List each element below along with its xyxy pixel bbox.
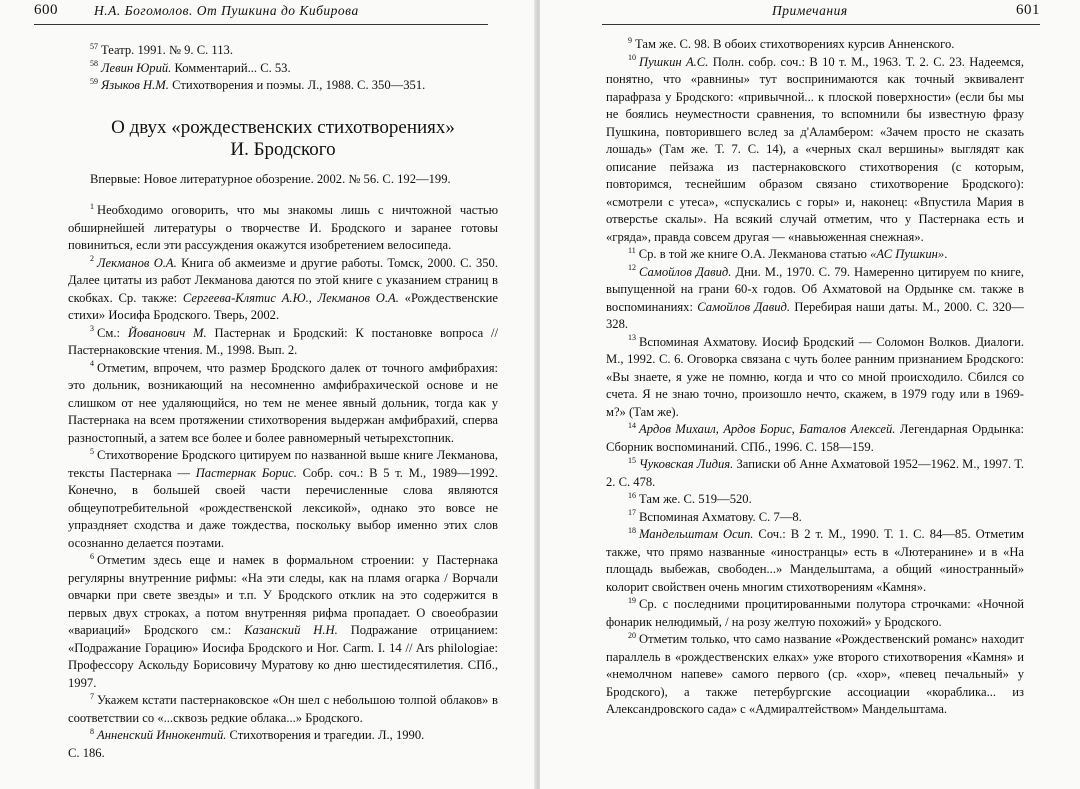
footnote-8: $^8$ Анненский Иннокентий. Стихотворения и трагедии. Л., 1990. xyxy=(90,726,425,742)
footnote-1: $^1$ Необходимо оговорить, что мы знакомы лишь с ничтожной частью обширнейшей литературы о творчестве И. Бродского и заранее готовы повиниться, если эти рассуждения окажутся изобретением велосипеда. xyxy=(68,201,498,252)
left-column xyxy=(68,42,498,762)
footnote-5: $^5$ Стихотворение Бродского цитируем по названной выше книге Лекманова, тексты Пастернака — Пастернак Борис. Собр. соч.: В 5 т. М., 1989—1992. Конечно, в большей своей части перечисленные слова являются общеупотребительной «рождественской лексикой», однако это вовсе не упраздняет сходства и даже тождества, поскольку выбор именно этих слов осознанно делается поэтами. xyxy=(68,446,498,550)
footnote-19: $^{19}$ Ср. с последними процитированными полутора строчками: «Ночной фонарик нелюдимый, / на розу желтую похожий» у Бродского. xyxy=(606,595,1024,629)
left-page-header xyxy=(34,2,488,25)
footnote-3: $^3$ См.: Йованович М. Пастернак и Бродский: К постановке вопроса // Пастернаковские чтения. М., 1998. Вып. 2. xyxy=(68,324,498,357)
footnote-59: $^{59}$ Языков Н.М. Стихотворения и поэмы. Л., 1988. С. 350—351. xyxy=(90,76,426,92)
left-page-number: 600 xyxy=(34,2,58,18)
right-page-header xyxy=(602,2,1040,25)
footnote-16: $^{16}$ Там же. С. 519—520. xyxy=(628,490,752,506)
footnote-57: $^{57}$ Театр. 1991. № 9. С. 113. xyxy=(90,41,233,57)
footnote-58: $^{58}$ Левин Юрий. Комментарий... С. 53. xyxy=(90,59,291,75)
footnote-20: $^{20}$ Отметим только, что само название «Рождественский романс» находит параллель в «рождественских елках» уже второго стихотворения «Камня» и «немолчном напеве» самого первого (ср. «хор», «певец печальный» у Бродского), а также петербургские ассоциации «кораблика... из Александровского сада» с «Адмиралтейством» Мандельштама. xyxy=(606,630,1024,716)
article-title: О двух «рождественских стихотворениях» И. Бродского xyxy=(111,116,455,160)
footnote-4: $^4$ Отметим, впрочем, что размер Бродского далек от точного амфибрахия: это дольник, возникающий на несомненно амфибрахической основе и не слишком от нее удаляющийся, но тем не менее явный дольник, тогда как у Пастернака на всем протяжении стихотворения выдержан амфибрахий, сперва разностопный, а затем все более и более равномерный четырехстопник. xyxy=(68,359,498,445)
footnote-9: $^9$ Там же. С. 98. В обоих стихотворениях курсив Анненского. xyxy=(628,35,955,51)
first-published-note: Впервые: Новое литературное обозрение. 2002. № 56. С. 192—199. xyxy=(90,171,451,186)
right-page-number: 601 xyxy=(1016,2,1040,18)
footnote-7: $^7$ Укажем кстати пастернаковское «Он шел с небольшою толпой облаков» в соответствии со «...сквозь редкие облака...» Бродского. xyxy=(68,691,498,725)
footnote-2: $^2$ Лекманов О.А. Книга об акмеизме и другие работы. Томск, 2000. С. 350. Далее цитаты из работ Лекманова даются по этой книге с указанием страниц в скобках. Ср. также: Сергеева-Клятис А.Ю., Лекманов О.А. «Рождественские стихи» Иосифа Бродского. Тверь, 2002. xyxy=(68,254,498,322)
footnote-15: $^{15}$ Чуковская Лидия. Записки об Анне Ахматовой 1952—1962. М., 1997. Т. 2. С. 478. xyxy=(606,455,1024,489)
footnote-17: $^{17}$ Вспоминая Ахматову. С. 7—8. xyxy=(628,508,802,524)
footnote-13: $^{13}$ Вспоминая Ахматову. Иосиф Бродский — Соломон Волков. Диалоги. М., 1992. С. 6. Оговорка связана с чуть более ранним признанием Бродского: «Вы знаете, я уже не помню, когда и что со мной происходило. Сбился со счета. Я не знаю точно, произошло нечто, скажем, в 1979 году или в 1969-м?» (Там же). xyxy=(606,333,1024,419)
footnote-14: $^{14}$ Ардов Михаил, Ардов Борис, Баталов Алексей. Легендарная Ордынка: Сборник воспоминаний. СПб., 1996. С. 158—159. xyxy=(606,420,1025,454)
footnote-6: $^6$ Отметим здесь еще и намек в формальном строении: у Пастернака регулярны внутренние рифмы: «На эти следы, как на пламя огарка / Ворчали овчарки при свете звезды» и т.п. У Бродского отклик на это содержится в первых двух строках, а потом внутренняя рифма пропадает. О своеобразии «вариаций» Бродского см.: Казанский Н.Н. Подражание отрицанием: «Подражание Горацию» Иосифа Бродского и Hor. Carm. I. 14 // Ars philologiae: Профессору Аскольду Борисовичу Муратову ко дню шестидесятилетия. СПб., 1997. xyxy=(68,551,498,690)
right-column xyxy=(606,36,1024,719)
footnote-11: $^{11}$ Ср. в той же книге О.А. Лекманова статью «АС Пушкин». xyxy=(628,245,948,261)
right-running-head: Примечания xyxy=(772,3,848,18)
left-running-head: Н.А. Богомолов. От Пушкина до Кибирова xyxy=(94,3,359,18)
footnote-10: $^{10}$ Пушкин А.С. Полн. собр. соч.: В 10 т. М., 1963. Т. 2. С. 23. Надеемся, понятно, что «равнины» тут воспринимаются как точный эквивалент парафраза у Бродского: «привычной... к плоской поверхности» (если бы мы не боялись неуместности сравнения, то вспомнили бы известную фразу Пушкина, повторившего вслед за д'Аламбером: «Зачем просто не сказать лошадь» (Там же. Т. 7. С. 14), а «черных скал вершины» выглядят как описание пейзажа из пастернаковского стихотворения (с которым, повторимся, теснейшим образом связано стихотворение Бродского): «смотрели с утеса», «спускались с горы» и, наконец: «Впустила Мария в отверстье скалы». На всякий случай отметим, что у Пастернака есть и «гряда», правда совсем другая — «навьюженная снежная». xyxy=(606,53,1024,244)
footnote-18: $^{18}$ Мандельштам Осип. Соч.: В 2 т. М., 1990. Т. 1. С. 84—85. Отметим также, что прямо названные «иностранцы» есть в «Лютеранине» и в «На площадь выбежав, свободен...» Мандельштама, а общий «иностранный» колорит свойствен очень многим стихотворениям «Камня». xyxy=(606,525,1025,594)
footnote-12: $^{12}$ Самойлов Давид. Дни. М., 1970. С. 79. Намеренно цитируем по книге, выпущенной на грани 60-х годов. Об Ахматовой на Ордынке см. также в воспоминаниях: Самойлов Давид. Перебирая наши даты. М., 2000. С. 320—328. xyxy=(606,263,1024,331)
footnote-8-continuation: С. 186. xyxy=(68,745,105,760)
